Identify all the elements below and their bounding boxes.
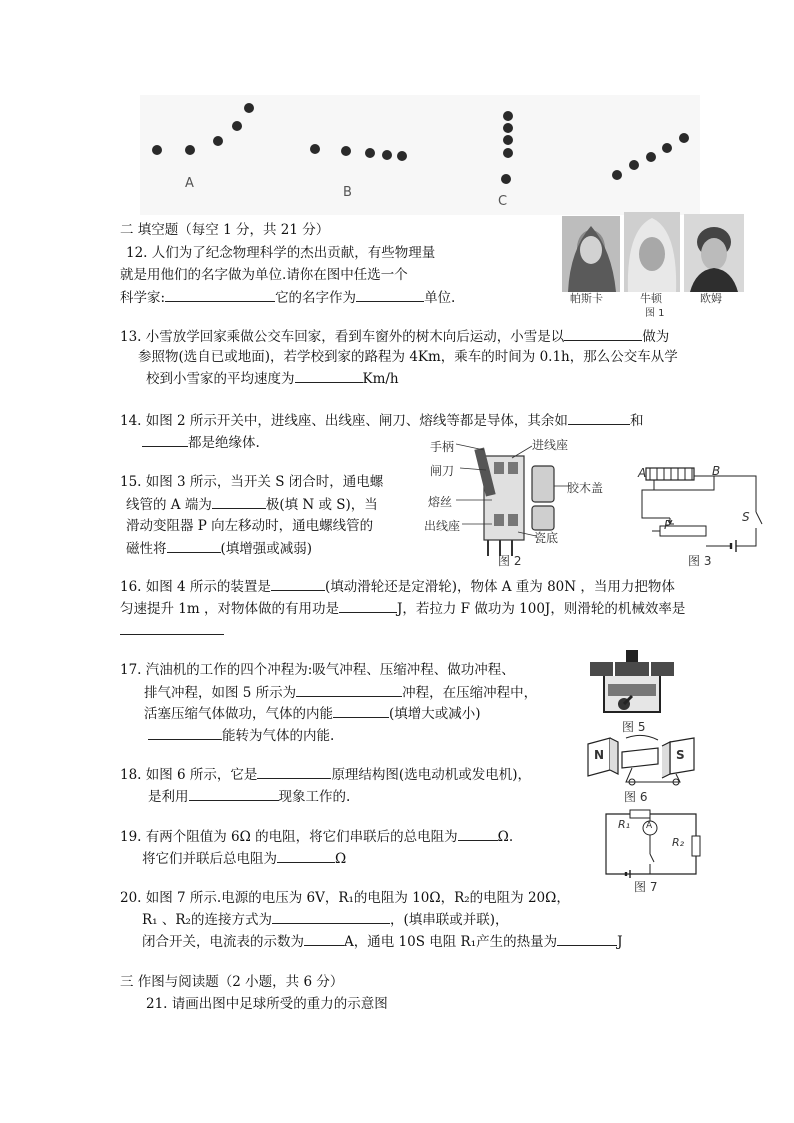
q17-line4: [148, 725, 334, 746]
fig2-label-outlet: 出线座: [424, 519, 461, 533]
q20-line2-a: R₁ 、R₂的连接方式为: [142, 912, 272, 928]
q14-answer-2[interactable]: [142, 432, 188, 447]
dot-figures: [140, 95, 700, 215]
q16-answer-efficiency[interactable]: [120, 634, 224, 635]
q19-line1-a: 19. 有两个阻值为 6Ω 的电阻，将它们串联后的总电阻为: [120, 829, 458, 845]
q14-line1-a: 14. 如图 2 所示开关中，进线座、出线座、闸刀、熔线等都是导体，其余如: [120, 413, 568, 429]
q17-line3-a: 活塞压缩气体做功，气体的内能: [144, 706, 333, 722]
q15-line2: [126, 494, 378, 515]
q15-line3: 滑动变阻器 P 向左移动时，通电螺线管的: [126, 518, 374, 534]
q12-line3-a: 科学家:: [120, 290, 166, 306]
figure-2: [422, 436, 612, 570]
q13-line1: [120, 326, 669, 347]
q18-answer-phenomenon[interactable]: [189, 786, 279, 801]
parallel-circuit-drawing: [600, 808, 706, 878]
q16-line2-b: J，若拉力 F 做功为 100J，则滑轮的机械效率是: [396, 601, 686, 617]
fig2-label-blade: 闸刀: [430, 464, 455, 478]
figure-3: [636, 462, 772, 570]
q19-line2: [142, 848, 346, 869]
fig2-label-handle: 手柄: [430, 440, 455, 454]
q12-answer-scientist[interactable]: [165, 287, 275, 302]
figure-3-caption: 图 3: [688, 554, 712, 568]
q18-line1-b: 原理结构图(选电动机或发电机)，: [331, 767, 531, 783]
q16-answer-pulley[interactable]: [271, 576, 325, 591]
q20-answer-connection[interactable]: [272, 909, 390, 924]
q17-line2-a: 排气冲程，如图 5 所示为: [144, 685, 297, 701]
fig6-label-n: N: [594, 748, 605, 762]
fig7-label-ammeter: A: [646, 821, 653, 831]
figure-5: [584, 650, 680, 734]
q12-line3: [120, 287, 455, 308]
q16-line1: [120, 576, 675, 597]
q17-line3: [144, 703, 481, 724]
q16-answer-work[interactable]: [339, 598, 397, 613]
q12-line1: 12. 人们为了纪念物理科学的杰出贡献，有些物理量: [126, 245, 436, 261]
fig2-label-base: 瓷底: [534, 531, 559, 545]
q19-line1-b: Ω.: [497, 829, 514, 845]
figure-6: [584, 734, 700, 802]
q15-answer-pole[interactable]: [212, 494, 266, 509]
q15-line2-b: 极(填 N 或 S)，当: [265, 497, 378, 513]
portrait-name-newton: 牛顿: [640, 292, 662, 305]
portrait-name-ohm: 欧姆: [700, 292, 722, 305]
fig2-label-fuse: 熔丝: [428, 495, 453, 509]
figure-1-caption: 图 1: [645, 308, 665, 319]
q17-line1: 17. 汽油机的工作的四个冲程为:吸气冲程、压缩冲程、做功冲程、: [120, 662, 515, 678]
q15-answer-magnetism[interactable]: [167, 538, 221, 553]
q19-line1: [120, 826, 513, 847]
fig3-label-s: S: [742, 510, 750, 524]
section-2-title: 二 填空题（每空 1 分，共 21 分）: [120, 222, 330, 238]
q20-answer-heat[interactable]: [557, 931, 617, 946]
q15-line1: 15. 如图 3 所示，当开关 S 闭合时，通电螺: [120, 474, 384, 490]
q16-line1-a: 16. 如图 4 所示的装置是: [120, 579, 271, 595]
q16-line1-b: (填动滑轮还是定滑轮)，物体 A 重为 80N ，当用力把物体: [324, 579, 675, 595]
fig7-label-r1: R₁: [618, 818, 631, 831]
q18-line1-a: 18. 如图 6 所示，它是: [120, 767, 258, 783]
q20-line2: [142, 909, 509, 930]
q14-line1: [120, 410, 643, 431]
q14-answer-1[interactable]: [568, 410, 630, 425]
q17-answer-energy-change[interactable]: [333, 703, 389, 718]
q12-line3-b: 它的名字作为: [275, 290, 357, 306]
q17-line4-b: 能转为气体的内能.: [222, 728, 335, 744]
figure-6-caption: 图 6: [624, 790, 648, 804]
q15-line4-a: 磁性将: [126, 541, 167, 557]
q17-line2-b: 冲程，在压缩冲程中，: [402, 685, 538, 701]
q18-line1: [120, 764, 531, 785]
fig3-label-a: A: [638, 466, 647, 480]
figure-7-caption: 图 7: [634, 880, 658, 894]
q19-answer-series[interactable]: [458, 826, 498, 841]
section-3-title: 三 作图与阅读题（2 小题，共 6 分）: [120, 974, 344, 990]
q21-line1: 21. 请画出图中足球所受的重力的示意图: [146, 996, 388, 1012]
q18-line2-b: 现象工作的.: [278, 789, 351, 805]
q14-line2: [142, 432, 260, 453]
q13-answer-reference[interactable]: [564, 326, 642, 341]
q18-line2-a: 是利用: [148, 789, 189, 805]
q14-line2-b: 都是绝缘体.: [188, 435, 260, 451]
q15-line4: [126, 538, 312, 559]
figure-2-caption: 图 2: [498, 554, 522, 568]
q12-line2: 就是用他们的名字做为单位.请你在图中任选一个: [120, 267, 408, 283]
q13-line3-b: Km/h: [362, 371, 399, 387]
q15-line2-a: 线管的 A 端为: [126, 497, 212, 513]
q18-answer-device[interactable]: [257, 764, 331, 779]
q13-answer-speed[interactable]: [295, 368, 363, 383]
figure-label-c: C: [498, 194, 508, 209]
q19-line2-a: 将它们并联后总电阻为: [142, 851, 277, 867]
q14-line1-b: 和: [629, 413, 644, 429]
q20-line3-c: J: [617, 934, 623, 950]
q17-line3-b: (填增大或减小): [389, 706, 481, 722]
q16-line2: [120, 598, 685, 619]
q19-line2-b: Ω: [335, 851, 347, 867]
q12-line3-c: 单位.: [424, 290, 456, 306]
figure-label-b: B: [343, 185, 352, 200]
q17-answer-energy-form[interactable]: [148, 725, 222, 740]
q13-line1-a: 13. 小雪放学回家乘做公交车回家，看到车窗外的树木向后运动，小雪是以: [120, 329, 565, 345]
q17-answer-stroke[interactable]: [296, 682, 402, 697]
fig3-label-b: B: [712, 464, 721, 478]
q20-line2-b: ，(填串联或并联)，: [389, 912, 509, 928]
fig6-label-s: S: [676, 748, 685, 762]
q19-answer-parallel[interactable]: [277, 848, 335, 863]
q20-line3: [142, 931, 623, 952]
q12-answer-unit[interactable]: [356, 287, 424, 302]
figure-1: [560, 210, 746, 320]
q16-line2-a: 匀速提升 1m ，对物体做的有用功是: [120, 601, 339, 617]
fig7-label-r2: R₂: [672, 836, 685, 849]
q13-line3: [146, 368, 399, 389]
q13-line1-b: 做为: [642, 329, 670, 345]
q20-line3-b: A，通电 10S 电阻 R₁产生的热量为: [344, 934, 558, 950]
q15-line4-b: (填增强或减弱): [220, 541, 313, 557]
portrait-name-pascal: 帕斯卡: [570, 292, 603, 305]
fig2-label-cover: 胶木盖: [567, 481, 604, 495]
fig2-label-inlet: 进线座: [532, 438, 569, 452]
q18-line2: [148, 786, 350, 807]
engine-cylinder-drawing: [584, 650, 680, 722]
q17-line2: [144, 682, 537, 703]
figure-5-caption: 图 5: [622, 720, 646, 734]
q13-line2: 参照物(选自已或地面)，若学校到家的路程为 4Km，乘车的时间为 0.1h，那么公交车从学: [138, 349, 678, 365]
q20-answer-current[interactable]: [304, 931, 344, 946]
figure-7: [600, 808, 706, 892]
q20-line1: 20. 如图 7 所示.电源的电压为 6V，R₁的电阻为 10Ω，R₂的电阻为 20Ω，: [120, 890, 570, 906]
q20-line3-a: 闭合开关，电流表的示数为: [142, 934, 304, 950]
fig3-label-p: P: [664, 518, 672, 532]
q13-line3-a: 校到小雪家的平均速度为: [146, 371, 295, 387]
figure-label-a: A: [185, 176, 194, 191]
